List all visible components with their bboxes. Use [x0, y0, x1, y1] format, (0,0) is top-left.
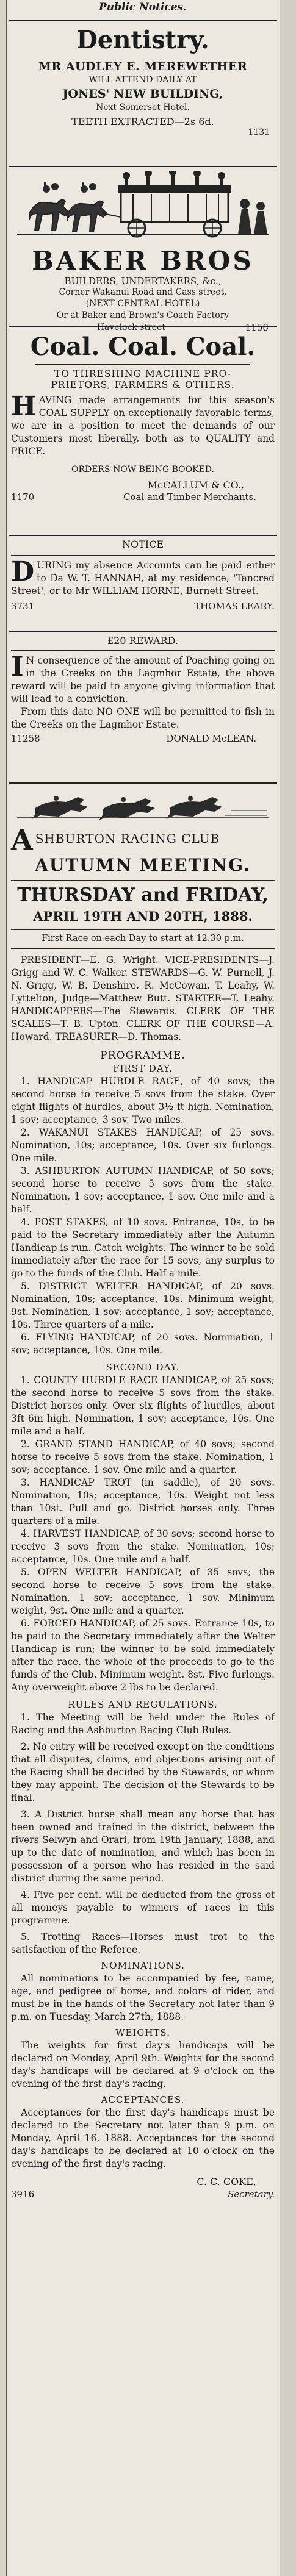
baker-bros-heading: BAKER BROS — [32, 246, 254, 276]
rule-item: 3. A District horse shall mean any horse that has been owned and trained in the district, between the rivers Selwyn and Orari, from 19th January, 1888, and up to the date of nomination, and which has been in possession of a person who has resided in the said district during the same period. — [11, 1809, 275, 1884]
race-item: 1. COUNTY HURDLE RACE HANDICAP, of 25 sovs; the second horse to receive 5 sovs from the stake. District horses only. Over six flights of hurdles, about 3ft 6in high. Nomination, 1 sov; acceptance, 10s. One mile and a half. — [11, 1375, 275, 1437]
divider — [35, 364, 250, 365]
reward-body-text: N consequence of the amount of Poaching going on in the Creeks on the Lagmhor Estate, the above reward will be paid to anyone giving information that will lead to a conviction. — [11, 655, 275, 704]
dentistry-practitioner: MR AUDLEY E. MEREWETHER — [38, 60, 248, 73]
racing-weights-heading: WEIGHTS. — [115, 2027, 170, 2038]
rule-item: 5. Trotting Races—Horses must trot to the satisfaction of the Referee. — [11, 1931, 275, 1955]
section-title: Public Notices. — [98, 1, 187, 13]
race-item: 6. FORCED HANDICAP, of 25 sovs. Entrance 10s, to be paid to the Secretary immediately after the Welter Handicap is run; the winner to be sold immediately after the race, the whole of the proceeds to go to the funds of the Club. Minimum weight, 8st. Five furlongs. Any overweight above 2 lbs to be declared. — [11, 1618, 275, 1693]
divider — [11, 948, 275, 949]
racing-club-advert — [9, 784, 277, 2201]
reward-fishing-ban: From this date NO ONE will be permitted to fish in the Creeks on the Lagmhor Estate. — [11, 706, 275, 730]
dentistry-building: JONES' NEW BUILDING, — [62, 87, 223, 101]
notice-ad-number: 3731 — [11, 601, 35, 612]
coal-firm: McCALLUM & CO., — [147, 479, 244, 491]
racing-rules-list — [11, 1711, 275, 1956]
section-header — [9, 0, 277, 20]
rule-item: 4. Five per cent. will be deducted from the gross of all moneys payable to winners of races in this programme. — [11, 1889, 275, 1926]
racing-days: THURSDAY and FRIDAY, — [17, 884, 269, 906]
divider — [11, 555, 275, 556]
notice-heading: NOTICE — [121, 538, 164, 550]
baker-bros-trades: BUILDERS, UNDERTAKERS, &c., — [64, 276, 222, 287]
coal-ad-number: 1170 — [11, 492, 35, 503]
race-item: 5. OPEN WELTER HANDICAP, of 35 sovs; the second horse to receive 5 sovs from the stake. Nomination, 1 sov; acceptance, 1 sov. Minimum weight, 9st. One mile and a quarter. — [11, 1567, 275, 1616]
funeral-hearse-illustration — [11, 171, 275, 244]
baker-bros-branch: Or at Baker and Brown's Coach Factory — [56, 310, 229, 320]
divider — [11, 650, 275, 651]
racing-ad-number: 3916 — [11, 2189, 35, 2200]
coal-advert — [9, 327, 277, 535]
notices-column — [9, 0, 277, 2576]
dentistry-heading: Dentistry. — [76, 26, 209, 54]
coal-body — [11, 391, 275, 458]
reward-ad-number: 11258 — [11, 733, 40, 744]
race-item: 3. ASHBURTON AUTUMN HANDICAP, of 50 sovs; second horse to receive 5 sovs from the stake. Nomination, 1 sov; acceptance, 1 sov. One mile and a half. — [11, 1165, 275, 1215]
racing-day2-list — [11, 1374, 275, 1694]
racehorse-illustration — [11, 787, 275, 823]
baker-bros-landmark: (NEXT CENTRAL HOTEL) — [85, 299, 200, 309]
reward-drop-cap: I — [11, 651, 24, 682]
coal-heading: Coal. Coal. Coal. — [30, 332, 256, 361]
coal-audience-line1: TO THRESHING MACHINE PRO- — [54, 368, 231, 379]
race-item: 2. GRAND STAND HANDICAP, of 40 sovs; second horse to receive 5 sovs from the stake. Nomination, 1 sov; acceptance, 1 sov. One mile and a quarter. — [11, 1439, 275, 1475]
divider — [11, 880, 275, 881]
racing-programme-heading: PROGRAMME. — [100, 1050, 186, 1062]
reward-signer: DONALD McLEAN. — [166, 733, 256, 744]
coal-body-text: AVING made arrangements for this season's COAL SUPPLY on exceptionally favorable terms, we are in a position to meet the demands of our Customers most liberally, both as to QUALITY and PRICE. — [11, 395, 275, 457]
racing-dates: APRIL 19TH AND 20TH, 1888. — [33, 909, 253, 924]
racing-day2-heading: SECOND DAY. — [106, 1362, 180, 1373]
column-rule — [6, 0, 7, 2576]
baker-bros-branch-street: Havelock street — [96, 323, 165, 332]
notice-body — [11, 556, 275, 598]
rule-item: 1. The Meeting will be held under the Rules of Racing and the Ashburton Racing Club Rules. — [11, 1712, 275, 1736]
rule-item: 2. No entry will be received except on the conditions that all disputes, claims, and objections arising out of the Racing shall be decided by the Stewards, or whom they may appoint. The decision of the Stewards to be final. — [11, 1741, 275, 1803]
race-item: 4. POST STAKES, of 10 sovs. Entrance, 10s, to be paid to the Secretary immediately after the Autumn Handicap is run. Catch weights. The winner to be sold immediately after the race for 15 sovs, any surplus to go to the funds of the Club. Half a mile. — [11, 1217, 275, 1279]
notice-signer: THOMAS LEARY. — [194, 601, 275, 612]
page-edge-right — [280, 0, 296, 2576]
coal-audience-line2: PRIETORS, FARMERS & OTHERS. — [51, 379, 235, 390]
dentistry-ad-number: 1131 — [248, 127, 270, 137]
dentistry-fee: TEETH EXTRACTED—2s 6d. — [71, 116, 214, 127]
racing-club-name: SHBURTON RACING CLUB — [35, 831, 220, 846]
racing-first-race: First Race on each Day to start at 12.30 p.m. — [42, 934, 244, 943]
coal-drop-cap: H — [11, 391, 37, 422]
racing-signer-title: Secretary. — [228, 2189, 275, 2200]
race-item: 3. HANDICAP TROT (in saddle), of 20 sovs. Nomination, 10s; acceptance, 10s. Weight not less than 10st. Pull and go. District horses only. Three quarters of a mile. — [11, 1477, 275, 1526]
racing-day1-list — [11, 1075, 275, 1357]
dentistry-location: Next Somerset Hotel. — [96, 102, 190, 112]
racing-nominations-heading: NOMINATIONS. — [101, 1960, 185, 1971]
dentistry-advert — [9, 21, 277, 166]
racing-meeting-title: AUTUMN MEETING. — [35, 855, 251, 875]
racing-nominations-text: All nominations to be accompanied by fee, name, age, and pedigree of horse, and colors of rider, and must be in the hands of the Secretary not later than 9 p.m. on Tuesday, March 27th, 1888. — [11, 1973, 275, 2022]
race-item: 1. HANDICAP HURDLE RACE, of 40 sovs; the second horse to receive 5 sovs from the stake. Over eight flights of hurdles, about 3½ ft high. Nomination, 1 sov; acceptance, 3 sov. Two miles. — [11, 1076, 275, 1125]
race-item: 4. HARVEST HANDICAP, of 30 sovs; second horse to receive 3 sovs from the stake. Nomination, 10s; acceptance, 10s. One mile and a half. — [11, 1528, 275, 1565]
racing-acceptances-text: Acceptances for the first day's handicaps must be declared to the Secretary not later than 9 p.m. on Monday, April 16, 1888. Acceptances for the second day's handicaps to be declared at 10 o'clock on the evening of the first day's racing. — [11, 2107, 275, 2169]
notice-drop-cap: D — [11, 556, 35, 587]
baker-bros-advert — [9, 167, 277, 333]
reward-advert — [9, 632, 277, 782]
reward-body — [11, 651, 275, 706]
race-item: 5. DISTRICT WELTER HANDICAP, of 20 sovs. Nomination, 10s; acceptance, 10s. Minimum weight, 9st. Nomination, 1 sov; acceptance, 1 sov; acceptance, 10s. Three quarters of a mile. — [11, 1281, 275, 1330]
racing-weights-text: The weights for first day's handicaps will be declared on Monday, April 9th. Weights for the second day's handicaps will be declared at 9 o'clock on the evening of the first day's racing. — [11, 2040, 275, 2089]
notice-body-text: URING my absence Accounts can be paid either to Da W. T. HANNAH, at my residence, 'Tancred Street', or to Mr WILLIAM HORNE, Burnett Street. — [11, 560, 275, 596]
page-edge-left — [0, 0, 6, 2576]
racing-drop-cap: A — [11, 823, 33, 856]
racing-acceptances-heading: ACCEPTANCES. — [101, 2094, 185, 2105]
divider — [11, 929, 275, 930]
baker-bros-ad-number: 1158 — [245, 322, 269, 333]
racing-rules-heading: RULES AND REGULATIONS. — [68, 1699, 218, 1710]
reward-heading: £20 REWARD. — [107, 635, 178, 646]
racing-day1-heading: FIRST DAY. — [113, 1063, 173, 1074]
racing-signer: C. C. COKE, — [197, 2176, 256, 2188]
racing-officials: PRESIDENT—E. G. Wright. VICE-PRESIDENTS—J. Grigg and W. C. Walker. STEWARDS—G. W. Purnell, J. N. Grigg, W. B. Denshire, R. McCowan, T. Leahy, W. Lyttelton, Judge—Matthew Butt. STARTER—T. Leahy. HANDICAPPERS—The Stewards. CLERK OF THE SCALES—T. B. Upton. CLERK OF THE COURSE—A. Howard. TREASURER—D. Thomas. — [11, 954, 275, 1042]
coal-firm-description: Coal and Timber Merchants. — [123, 492, 256, 503]
race-item: 6. FLYING HANDICAP, of 20 sovs. Nomination, 1 sov; acceptance, 10s. One mile. — [11, 1332, 275, 1356]
baker-bros-address: Corner Wakanui Road and Cass street, — [59, 287, 227, 297]
dentistry-attendance: WILL ATTEND DAILY AT — [88, 75, 197, 85]
notice-advert — [9, 536, 277, 631]
race-item: 2. WAKANUI STAKES HANDICAP, of 25 sovs. Nomination, 10s; acceptance, 10s. Over six furlongs. One mile. — [11, 1127, 275, 1164]
coal-orders: ORDERS NOW BEING BOOKED. — [71, 465, 214, 474]
